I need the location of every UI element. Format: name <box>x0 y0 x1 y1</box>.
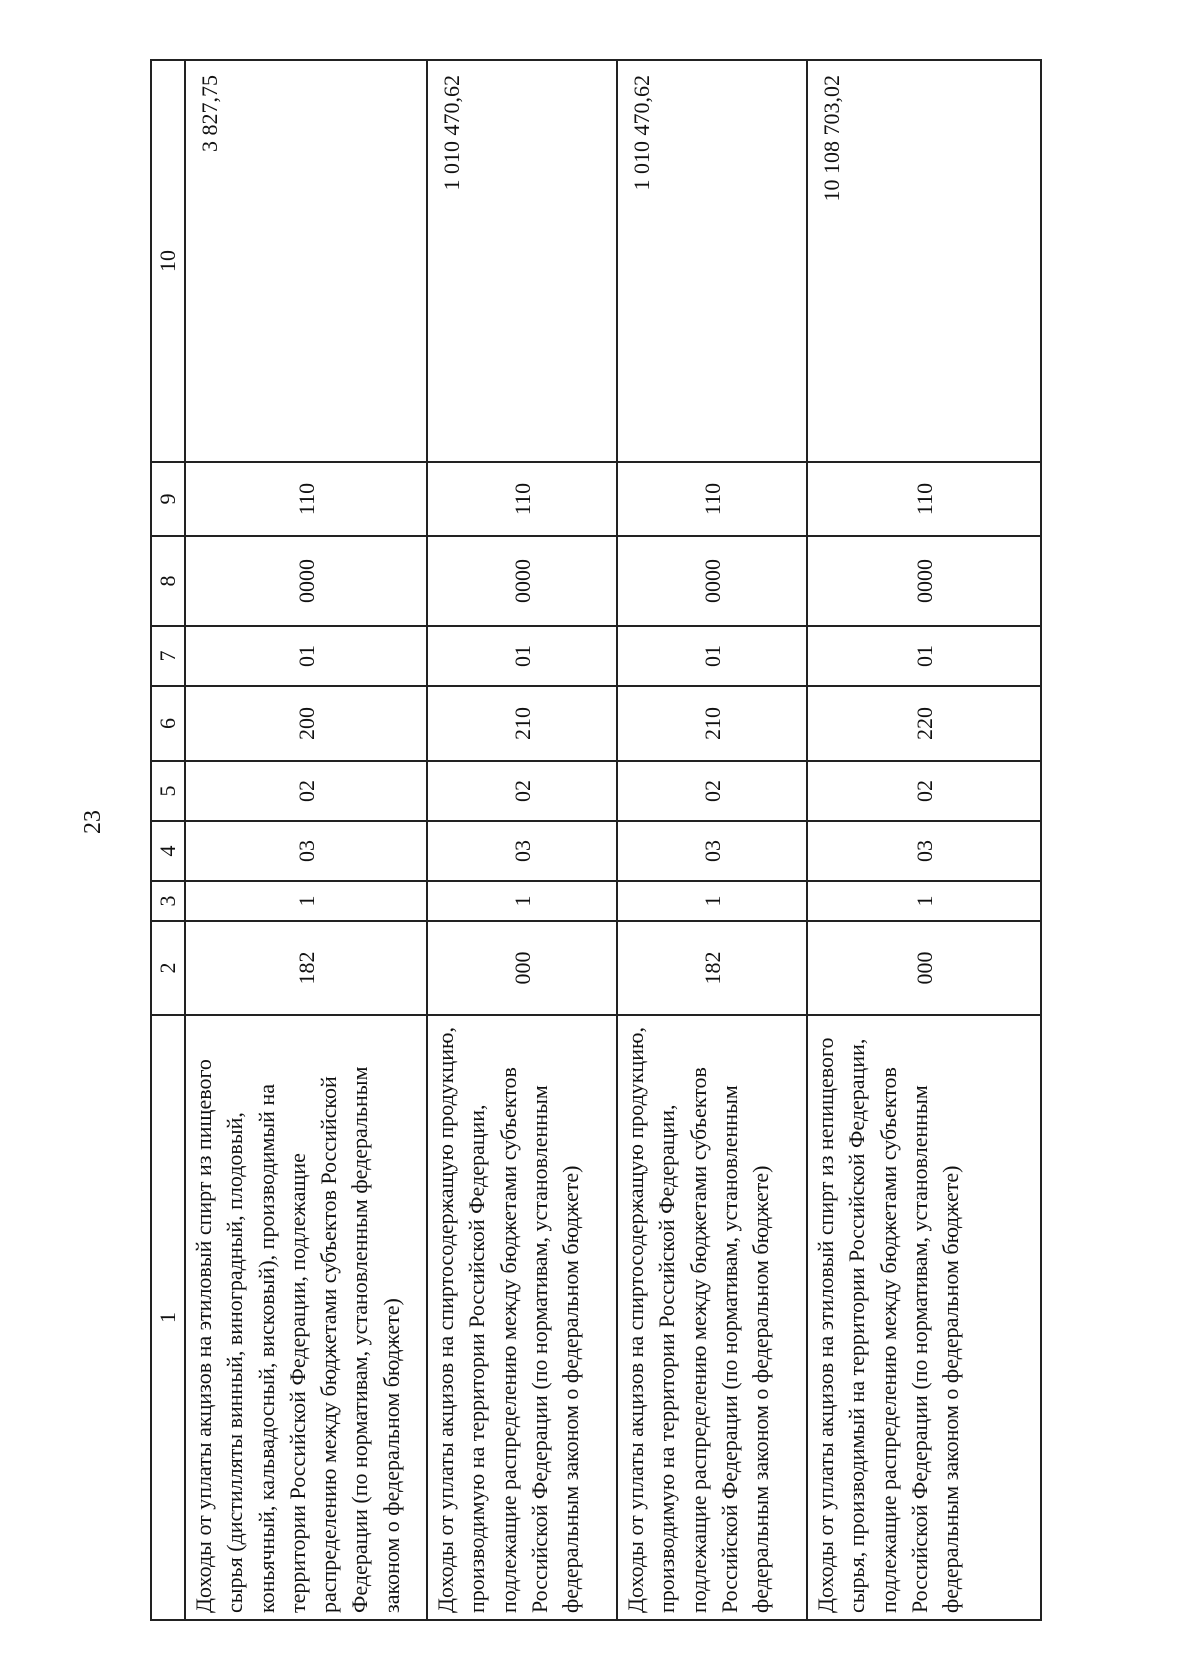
rotated-table-wrapper <box>150 61 1040 1621</box>
code-cell: 182 <box>185 921 427 1015</box>
code-cell: 0000 <box>807 536 1041 626</box>
code-cell: 02 <box>185 761 427 821</box>
code-cell: 03 <box>617 821 807 881</box>
code-cell: 03 <box>427 821 617 881</box>
code-cell: 02 <box>617 761 807 821</box>
header-cell: 9 <box>151 462 185 536</box>
code-cell: 0000 <box>427 536 617 626</box>
header-cell: 2 <box>151 921 185 1015</box>
amount-cell: 1 010 470,62 <box>617 60 807 462</box>
code-cell: 02 <box>427 761 617 821</box>
code-cell: 110 <box>807 462 1041 536</box>
code-cell: 01 <box>185 626 427 686</box>
table-row <box>807 60 1041 1620</box>
code-cell: 1 <box>427 881 617 921</box>
table-row <box>617 60 807 1620</box>
header-cell: 3 <box>151 881 185 921</box>
revenue-description: Доходы от уплаты акцизов на этиловый спирт из непищевого сырья, производимый на территории Российской Федерации, подлежащие распределению между бюджетами субъектов Российской Федерации (по нормативам, установленным федеральным законом о федеральном бюджете) <box>807 1015 1041 1620</box>
header-cell: 1 <box>151 1015 185 1620</box>
header-cell: 7 <box>151 626 185 686</box>
code-cell: 110 <box>427 462 617 536</box>
revenue-description: Доходы от уплаты акцизов на этиловый спирт из пищевого сырья (дистилляты винный, виноградный, плодовый, коньячный, кальвадосный, висковый), производимый на территории Российской Федерации, подлежащие распределению между бюджетами субъектов Российской Федерации (по нормативам, установленным федеральным законом о федеральном бюджете) <box>185 1015 427 1620</box>
table-row <box>185 60 427 1620</box>
code-cell: 182 <box>617 921 807 1015</box>
table-header-row <box>151 60 185 1620</box>
amount-cell: 10 108 703,02 <box>807 60 1041 462</box>
code-cell: 200 <box>185 686 427 761</box>
code-cell: 01 <box>807 626 1041 686</box>
code-cell: 210 <box>427 686 617 761</box>
header-cell: 6 <box>151 686 185 761</box>
code-cell: 01 <box>617 626 807 686</box>
code-cell: 1 <box>617 881 807 921</box>
amount-cell: 3 827,75 <box>185 60 427 462</box>
code-cell: 1 <box>807 881 1041 921</box>
code-cell: 01 <box>427 626 617 686</box>
table-row <box>427 60 617 1620</box>
code-cell: 210 <box>617 686 807 761</box>
page-number: 23 <box>80 810 106 834</box>
code-cell: 02 <box>807 761 1041 821</box>
header-cell: 8 <box>151 536 185 626</box>
code-cell: 110 <box>185 462 427 536</box>
header-cell: 4 <box>151 821 185 881</box>
revenue-table <box>150 59 1042 1621</box>
code-cell: 0000 <box>185 536 427 626</box>
code-cell: 220 <box>807 686 1041 761</box>
header-cell: 10 <box>151 60 185 462</box>
code-cell: 1 <box>185 881 427 921</box>
header-cell: 5 <box>151 761 185 821</box>
code-cell: 110 <box>617 462 807 536</box>
code-cell: 0000 <box>617 536 807 626</box>
revenue-description: Доходы от уплаты акцизов на спиртосодержащую продукцию, производимую на территории Российской Федерации, подлежащие распределению между бюджетами субъектов Российской Федерации (по нормативам, установленным федеральным законом о федеральном бюджете) <box>617 1015 807 1620</box>
code-cell: 000 <box>807 921 1041 1015</box>
code-cell: 000 <box>427 921 617 1015</box>
revenue-description: Доходы от уплаты акцизов на спиртосодержащую продукцию, производимую на территории Российской Федерации, подлежащие распределению между бюджетами субъектов Российской Федерации (по нормативам, установленным федеральным законом о федеральном бюджете) <box>427 1015 617 1620</box>
amount-cell: 1 010 470,62 <box>427 60 617 462</box>
code-cell: 03 <box>807 821 1041 881</box>
code-cell: 03 <box>185 821 427 881</box>
